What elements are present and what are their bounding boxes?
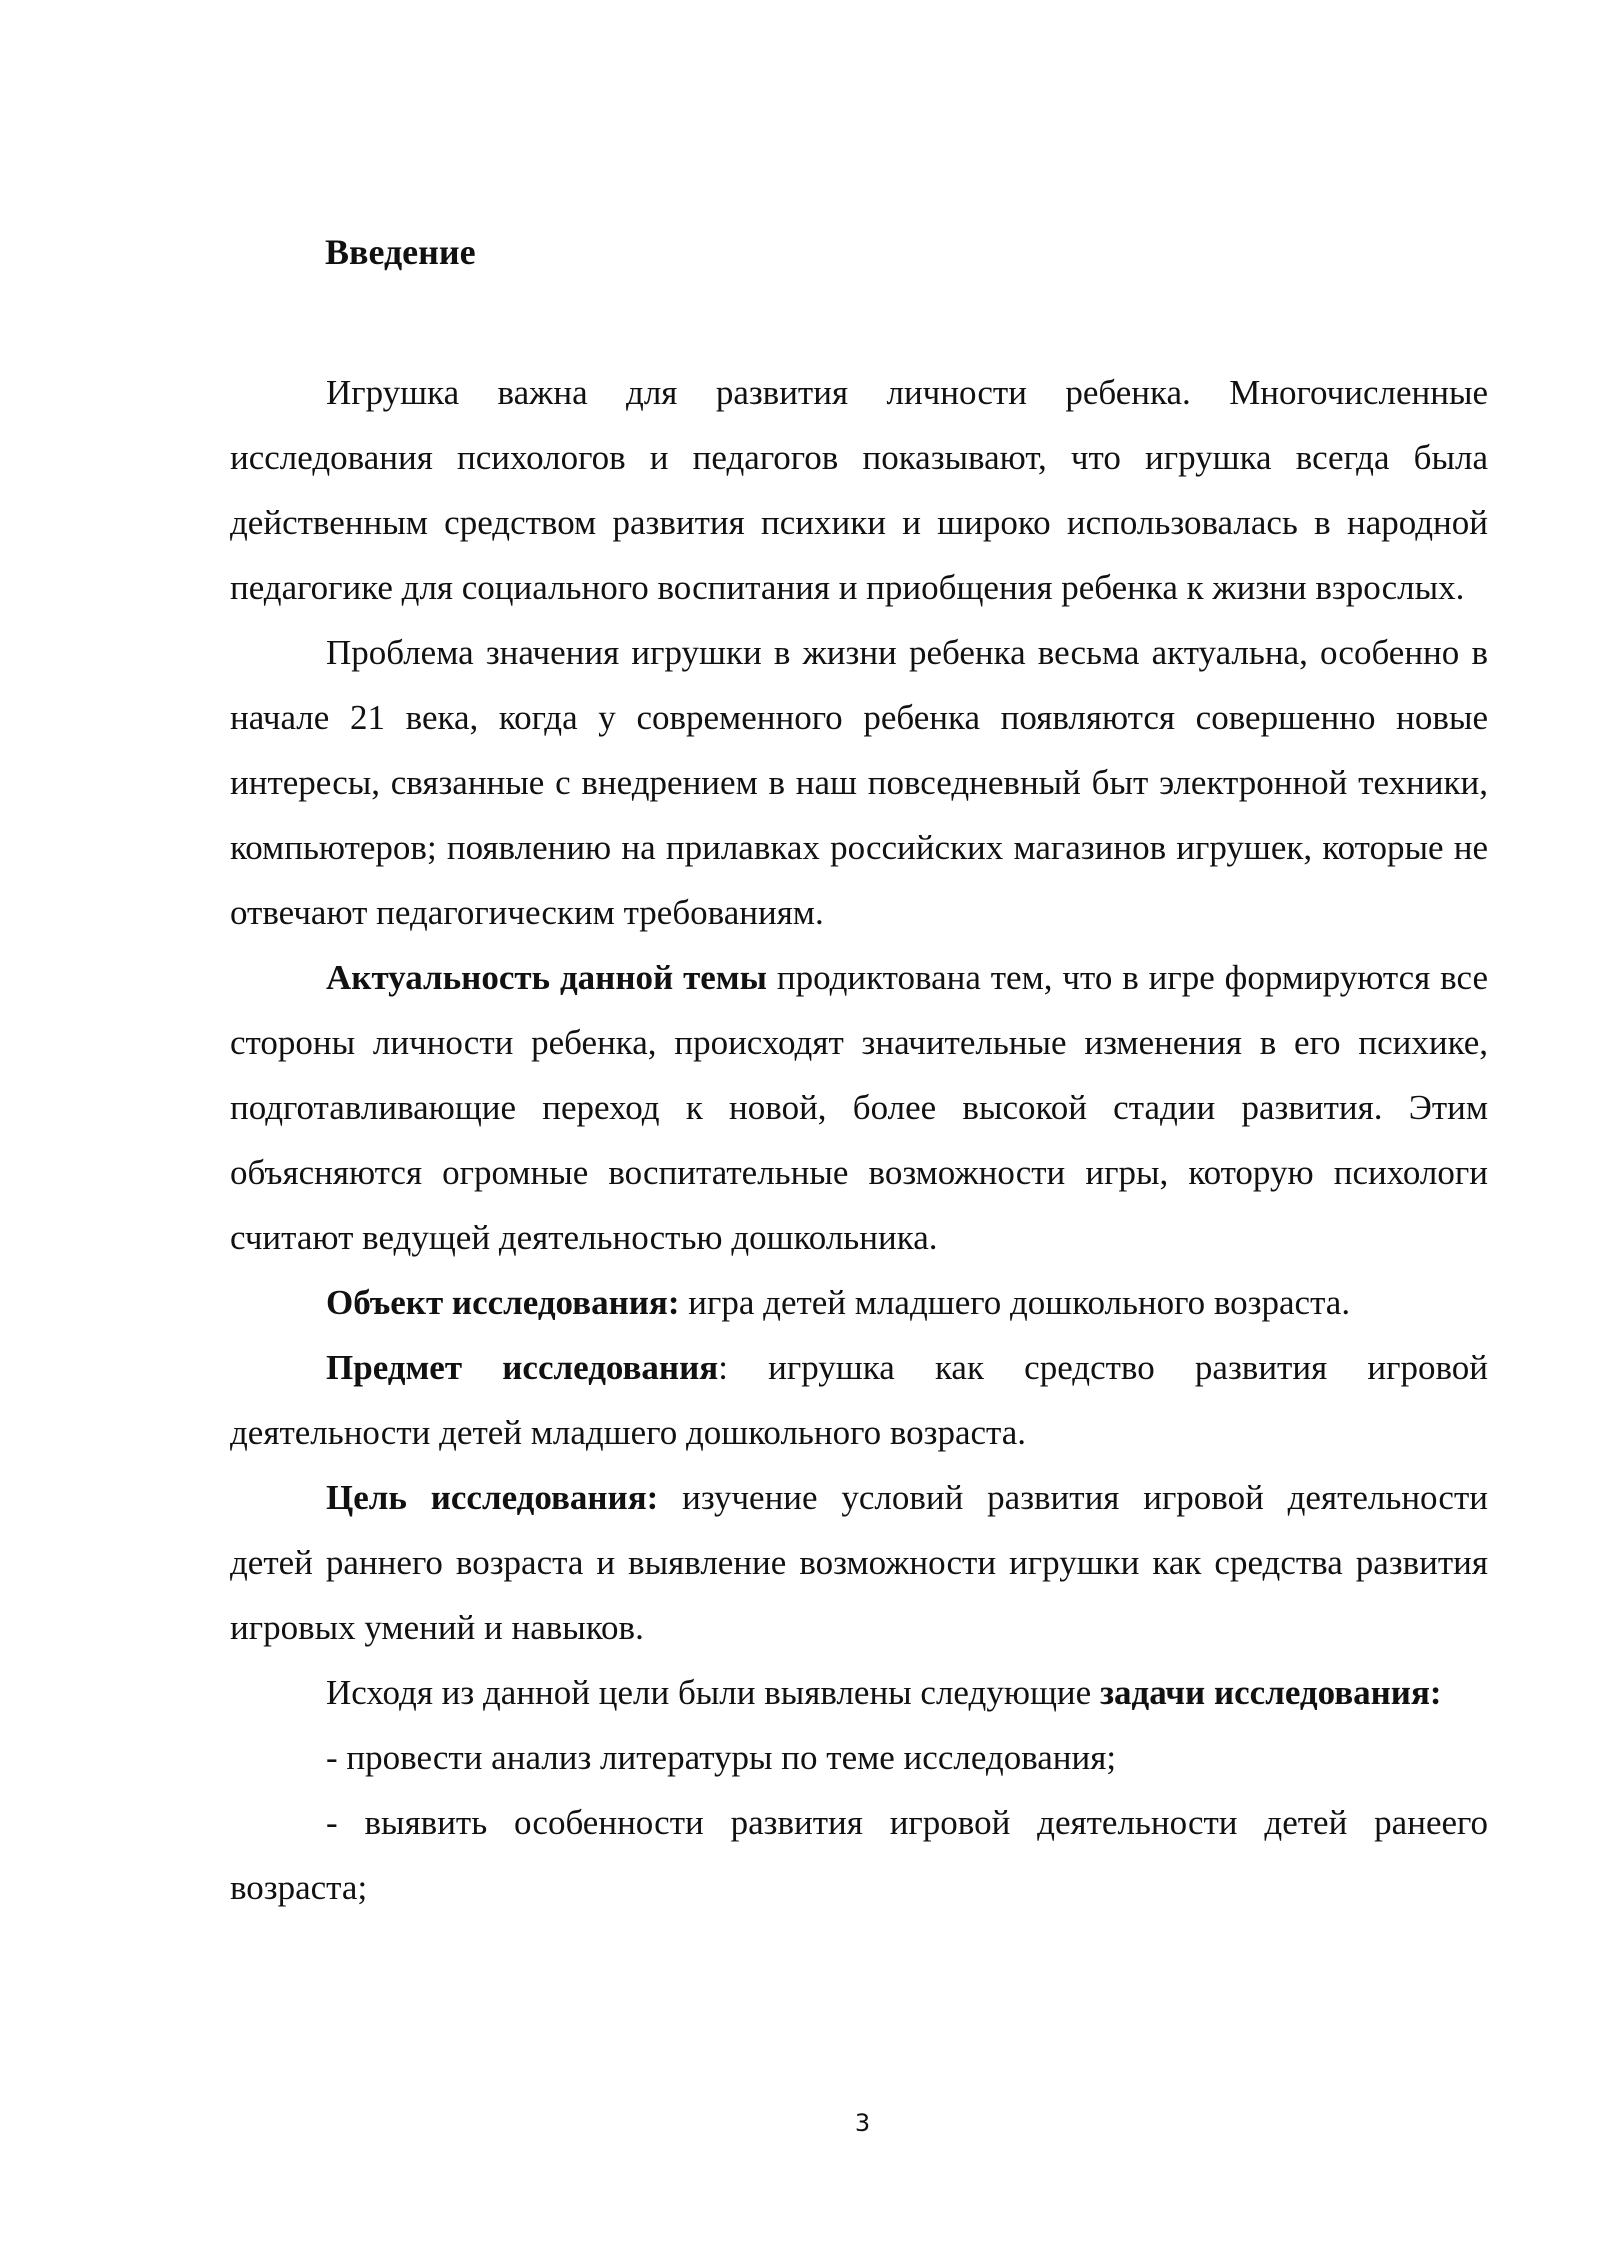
paragraph-problem: [230, 620, 1488, 945]
paragraph-relevance: [230, 945, 1488, 1270]
list-item-task: [230, 1725, 1488, 1790]
paragraph-text: - выявить особенности развития игровой деятельности детей ранеего возраста;: [230, 1803, 1488, 1907]
paragraph-text: - провести анализ литературы по теме исследования;: [326, 1738, 1117, 1777]
paragraph-text: Исходя из данной цели были выявлены следующие: [326, 1673, 1100, 1712]
page-number: 3: [854, 2109, 871, 2137]
body-text: [230, 360, 1488, 1920]
paragraph-text: игра детей младшего дошкольного возраста.: [679, 1283, 1351, 1322]
paragraph-bold-trail: задачи исследования:: [1099, 1673, 1442, 1712]
paragraph-text: изучение условий развития игровой деятельности детей раннего возраста и выявление возможности игрушки как средства развития игровых умений и навыков.: [230, 1478, 1488, 1647]
paragraph-subject: [230, 1335, 1488, 1465]
paragraph-bold-lead: Объект исследования:: [326, 1283, 680, 1322]
paragraph-intro: [230, 360, 1488, 620]
paragraph-object: [230, 1270, 1488, 1335]
paragraph-text: : игрушка как средство развития игровой деятельности детей младшего дошкольного возраста.: [230, 1348, 1488, 1452]
list-item-task: [230, 1790, 1488, 1920]
section-heading: Введение: [325, 232, 476, 272]
paragraph-bold-lead: Цель исследования:: [326, 1478, 659, 1517]
paragraph-text: Игрушка важна для развития личности ребенка. Многочисленные исследования психологов и педагогов показывают, что игрушка всегда была действенным средством развития психики и широко использовалась в народной педагогике для социального воспитания и приобщения ребенка к жизни взрослых.: [230, 373, 1488, 607]
paragraph-tasks-intro: [230, 1660, 1488, 1725]
paragraph-text: Проблема значения игрушки в жизни ребенка весьма актуальна, особенно в начале 21 века, когда у современного ребенка появляются совершенно новые интересы, связанные с внедрением в наш повседневный быт электронной техники, компьютеров; появлению на прилавках российских магазинов игрушек, которые не отвечают педагогическим требованиям.: [230, 633, 1488, 932]
paragraph-goal: [230, 1465, 1488, 1660]
paragraph-text: продиктована тем, что в игре формируются все стороны личности ребенка, происходят значительные изменения в его психике, подготавливающие переход к новой, более высокой стадии развития. Этим объясняются огромные воспитательные возможности игры, которую психологи считают ведущей деятельностью дошкольника.: [230, 958, 1488, 1257]
paragraph-bold-lead: Предмет исследования: [326, 1348, 719, 1387]
paragraph-bold-lead: Актуальность данной темы: [326, 958, 767, 997]
